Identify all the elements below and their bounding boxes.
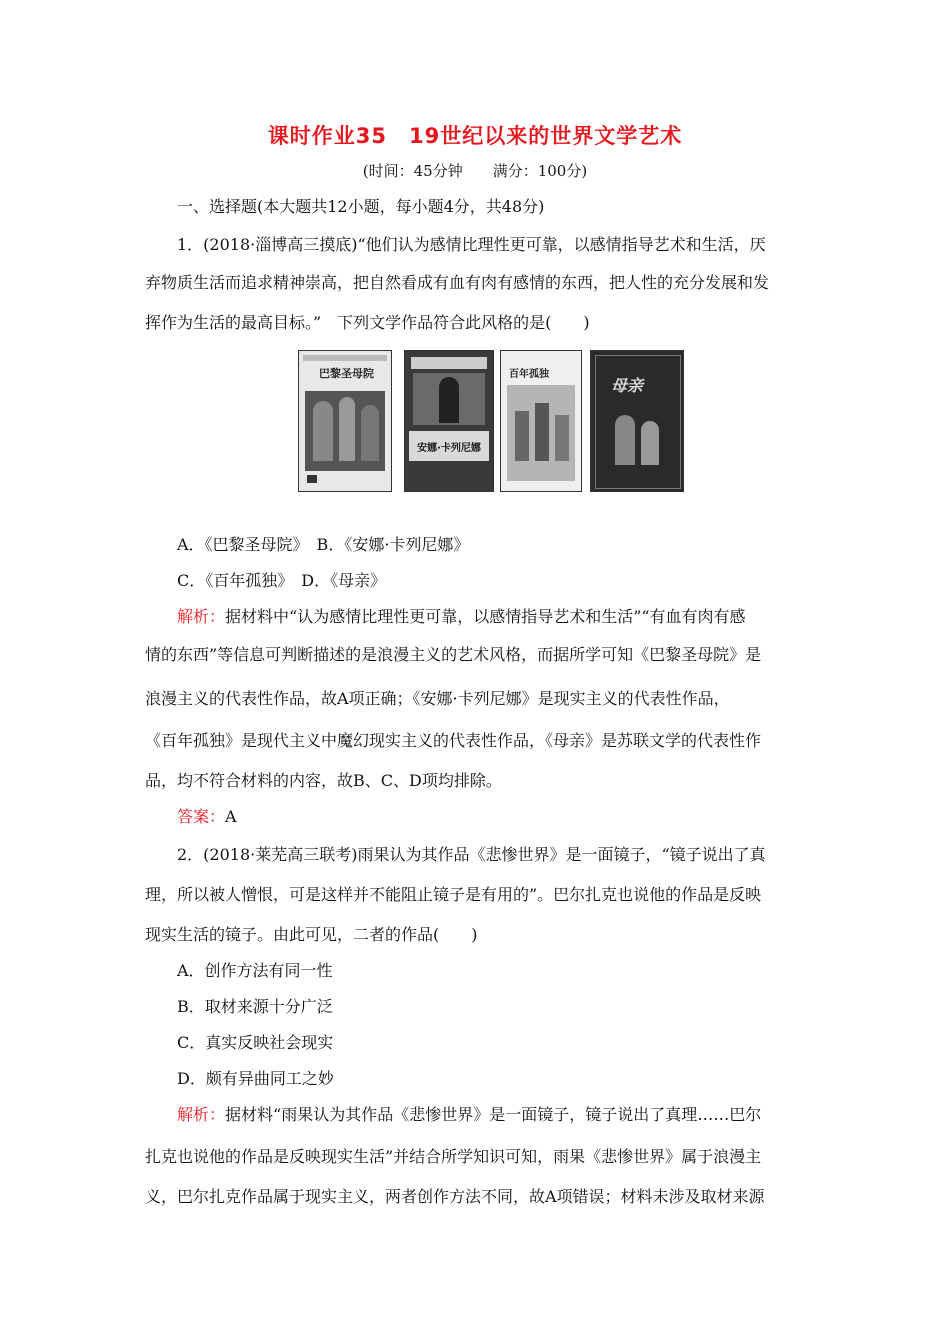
q2-stem-line: 现实生活的镜子。由此可见，二者的作品( ) — [145, 925, 478, 944]
q2-option-row: D．颇有异曲同工之妙 — [177, 1069, 334, 1088]
analysis-label: 解析： — [177, 1105, 226, 1124]
q1-analysis-line: 品，均不符合材料的内容，故B、C、D项均排除。 — [145, 771, 502, 790]
q1-option-row: C．《百年孤独》 D．《母亲》 — [177, 571, 387, 590]
cover-title: 安娜·卡列尼娜 — [417, 443, 481, 454]
section-heading: 一、选择题(本大题共12小题，每小题4分，共48分) — [177, 197, 545, 216]
analysis-text: 据材料中“认为感情比理性更可靠，以感情指导艺术和生活”“有血有肉有感 — [225, 607, 746, 626]
cover-title: 母亲 — [611, 376, 644, 395]
q1-analysis-line: 浪漫主义的代表性作品，故A项正确；《安娜·卡列尼娜》是现实主义的代表性作品， — [145, 689, 730, 708]
q2-stem-line: 理，所以被人憎恨，可是这样并不能阻止镜子是有用的”。巴尔扎克也说他的作品是反映 — [145, 885, 762, 904]
page-title: 课时作业35 19世纪以来的世界文学艺术 — [267, 124, 683, 148]
q1-analysis-line — [177, 606, 847, 628]
book-cover-solitude — [500, 350, 582, 492]
q1-option-row: A．《巴黎圣母院》 B．《安娜·卡列尼娜》 — [177, 535, 470, 554]
answer-label: 答案： — [177, 807, 226, 826]
q2-option-row: C．真实反映社会现实 — [177, 1033, 334, 1052]
q2-option-row: B．取材来源十分广泛 — [177, 997, 333, 1016]
q1-analysis-line: 情的东西”等信息可判断描述的是浪漫主义的艺术风格，而据所学可知《巴黎圣母院》是 — [145, 645, 762, 664]
analysis-label: 解析： — [177, 607, 226, 626]
q2-analysis-line: 义，巴尔扎克作品属于现实主义，两者创作方法不同，故A项错误；材料未涉及取材来源 — [145, 1187, 765, 1206]
q1-stem-line: 挥作为生活的最高目标。” 下列文学作品符合此风格的是( ) — [145, 313, 590, 332]
answer-value: A — [225, 807, 237, 826]
q1-answer-line — [177, 806, 847, 828]
exam-time-info: (时间：45分钟 满分：100分) — [362, 162, 588, 180]
q2-option-row: A．创作方法有同一性 — [177, 961, 333, 980]
q2-stem-line: 2．(2018·莱芜高三联考)雨果认为其作品《悲惨世界》是一面镜子，“镜子说出了真 — [177, 845, 766, 864]
q2-analysis-line — [177, 1104, 847, 1126]
book-cover-anna — [404, 350, 494, 492]
book-cover-mother — [590, 350, 684, 492]
cover-title: 巴黎圣母院 — [319, 367, 374, 380]
analysis-text: 据材料“雨果认为其作品《悲惨世界》是一面镜子，镜子说出了真理……巴尔 — [225, 1105, 762, 1124]
book-cover-paris — [298, 350, 392, 492]
q1-analysis-line: 《百年孤独》是现代主义中魔幻现实主义的代表性作品，《母亲》是苏联文学的代表性作 — [145, 731, 762, 750]
q1-stem-line: 弃物质生活而追求精神崇高，把自然看成有血有肉有感情的东西，把人性的充分发展和发 — [145, 273, 770, 292]
q1-stem-line: 1．(2018·淄博高三摸底)“他们认为感情比理性更可靠，以感情指导艺术和生活，厌 — [177, 235, 766, 254]
book-covers-image — [298, 350, 688, 493]
cover-title: 百年孤独 — [509, 369, 549, 380]
q2-analysis-line: 扎克也说他的作品是反映现实生活”并结合所学知识可知，雨果《悲惨世界》属于浪漫主 — [145, 1147, 762, 1166]
